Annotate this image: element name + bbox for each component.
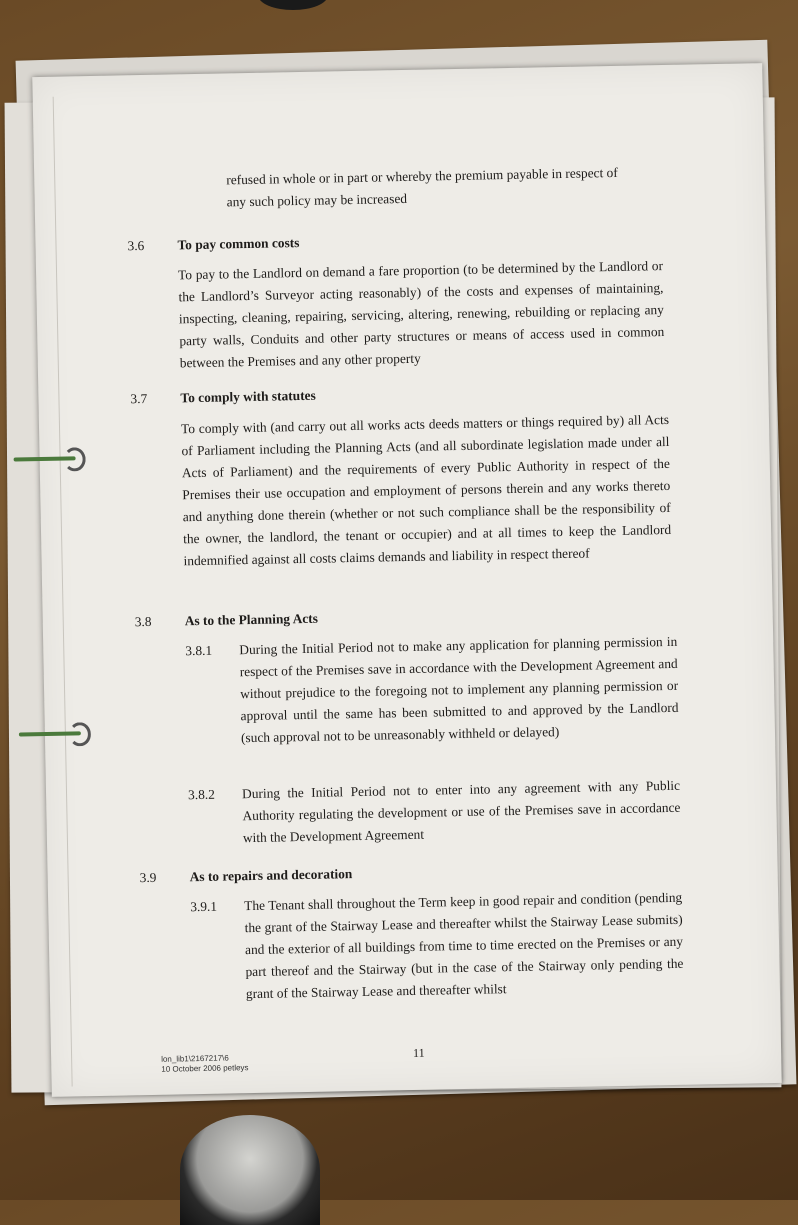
clause-heading: As to repairs and decoration [189, 866, 353, 885]
footer-date-line: 10 October 2006 petleys [161, 1063, 249, 1074]
clause-heading: To pay common costs [177, 235, 300, 253]
clause-number: 3.9 [139, 869, 157, 886]
clause-body: To pay to the Landlord on demand a fare proportion (to be determined by the Landlord or the Landlord’s Surveyor acting reasonably) of the costs and expenses of maintaining, inspecting, cleaning, repairing, servicing, altering, renewing, rebuilding or replacing any party walls, Conduits and other party structures or means of access used in common between the Premises and any other property [177, 258, 665, 371]
subclause-number: 3.9.1 [190, 898, 218, 915]
intro-line: any such policy may be increased [226, 190, 408, 210]
footer-ref-line: lon_lib1\2167217\6 [161, 1053, 229, 1064]
page-content [32, 63, 781, 1097]
page-number: 11 [412, 1045, 425, 1060]
subclause-body: During the Initial Period not to enter into any agreement with any Public Authority regulating the development or use of the Premises save in accordance with the Development Agreement [241, 777, 681, 846]
subclause-number: 3.8.1 [185, 642, 213, 659]
subclause-body: The Tenant shall throughout the Term keep in good repair and condition (pending the grant of the Stairway Lease and thereafter whilst the Stairway Lease submits) and the exterior of all buildings from time to time erected on the Premises or any part thereof and the Stairway (but in the case of the Stairway only pending the grant of the Stairway Lease and thereafter whilst [244, 889, 684, 1002]
subclause-number: 3.8.2 [187, 786, 216, 803]
footer-reference [161, 1053, 249, 1075]
intro-line: refused in whole or in part or whereby the premium payable in respect of [226, 164, 618, 188]
clause-body: To comply with (and carry out all works acts deeds matters or things required by) all Acts of Parliament including the Planning Acts (and all subordinate legislation made under all Acts of Parliament) and the requirements of every Public Authority in respect of the Premises their use occupation and employment of persons therein and any works thereto and anything done therein (whether or not such compliance shall be the responsibility of the owner, the landlord, the tenant or occupier) and at all times to keep the Landlord indemnified against all costs claims demands and liability in respect thereof [180, 411, 672, 569]
binder-clip-object [180, 1115, 320, 1225]
intro-continuation [226, 161, 667, 213]
clause-number: 3.6 [127, 237, 145, 254]
document-page [32, 63, 781, 1097]
subclause-body: During the Initial Period not to make any application for planning permission in respect of the Premises save in accordance with the Development Agreement and without prejudice to the foregoing not to implement any planning permission or approval until the same has been submitted to and approved by the Landlord (such approval not to be unreasonably withheld or delayed) [239, 633, 679, 746]
clause-heading: To comply with statutes [180, 387, 316, 406]
clause-number: 3.7 [130, 390, 148, 407]
clause-heading: As to the Planning Acts [184, 610, 319, 629]
clause-number: 3.8 [134, 613, 152, 630]
dark-object-top [258, 0, 328, 10]
